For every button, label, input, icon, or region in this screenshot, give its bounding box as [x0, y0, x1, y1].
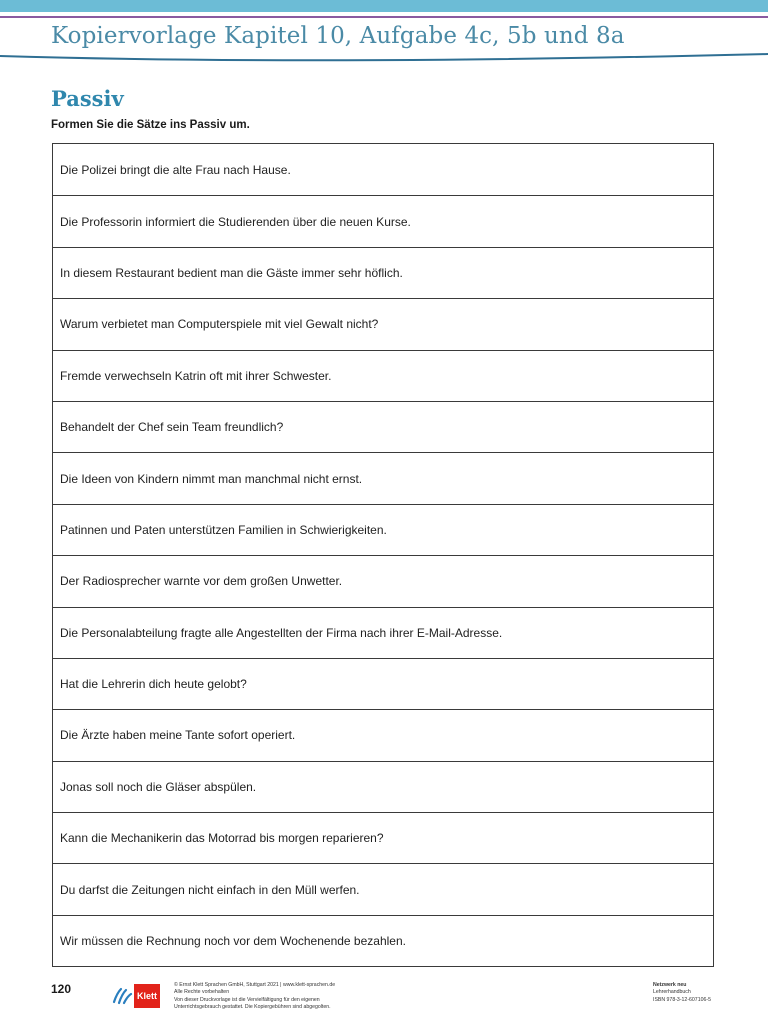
klett-logo [110, 984, 160, 1008]
sentence-row: Behandelt der Chef sein Team freundlich? [53, 401, 713, 452]
sentence-row: Hat die Lehrerin dich heute gelobt? [53, 658, 713, 709]
footer-book-info [653, 982, 753, 1004]
sentence-row: Kann die Mechanikerin das Motorrad bis morgen reparieren? [53, 812, 713, 863]
top-color-band [0, 0, 768, 12]
sentence-row: Der Radiosprecher warnte vor dem großen Unwetter. [53, 555, 713, 606]
copyright-line: Unterrichtsgebrauch gestattet. Die Kopiergebühren sind abgegolten. [174, 1004, 331, 1011]
sentence-row: Die Ärzte haben meine Tante sofort operiert. [53, 709, 713, 760]
sentence-row: Die Personalabteilung fragte alle Angestellten der Firma nach ihrer E-Mail-Adresse. [53, 607, 713, 658]
header-wave-line [0, 52, 768, 64]
sentence-row: Patinnen und Paten unterstützen Familien in Schwierigkeiten. [53, 504, 713, 555]
sentence-row: Die Professorin informiert die Studierenden über die neuen Kurse. [53, 195, 713, 246]
page-number: 120 [51, 982, 72, 996]
section-title: Passiv [51, 86, 124, 111]
copyright-line: Von dieser Druckvorlage ist die Vervielfältigung für den eigenen [174, 996, 320, 1003]
sentence-row: Warum verbietet man Computerspiele mit viel Gewalt nicht? [53, 298, 713, 349]
book-subtitle: Lehrerhandbuch [653, 989, 691, 996]
sentence-row: In diesem Restaurant bedient man die Gäste immer sehr höflich. [53, 247, 713, 298]
book-title: Netzwerk neu [653, 982, 687, 988]
sentence-row: Jonas soll noch die Gläser abspülen. [53, 761, 713, 812]
sentence-row: Du darfst die Zeitungen nicht einfach in den Müll werfen. [53, 863, 713, 914]
sentence-row: Die Polizei bringt die alte Frau nach Hause. [60, 162, 291, 177]
exercise-instruction: Formen Sie die Sätze ins Passiv um. [51, 119, 250, 131]
page-header-title: Kopiervorlage Kapitel 10, Aufgabe 4c, 5b und 8a [51, 23, 625, 49]
klett-logo-icon [110, 984, 134, 1008]
sentence-table [52, 143, 714, 967]
copyright-line: Alle Rechte vorbehalten [174, 989, 230, 996]
sentence-row: Wir müssen die Rechnung noch vor dem Wochenende bezahlen. [53, 915, 713, 966]
footer-copyright [174, 982, 434, 1012]
book-isbn: ISBN 978-3-12-607106-5 [653, 996, 711, 1003]
sentence-row: Fremde verwechseln Katrin oft mit ihrer Schwester. [53, 350, 713, 401]
sentence-row: Die Ideen von Kindern nimmt man manchmal nicht ernst. [53, 452, 713, 503]
top-divider-line [0, 16, 768, 18]
klett-logo-wordmark: Klett [134, 984, 160, 1008]
copyright-line: © Ernst Klett Sprachen GmbH, Stuttgart 2021 | www.klett-sprachen.de [174, 982, 336, 988]
